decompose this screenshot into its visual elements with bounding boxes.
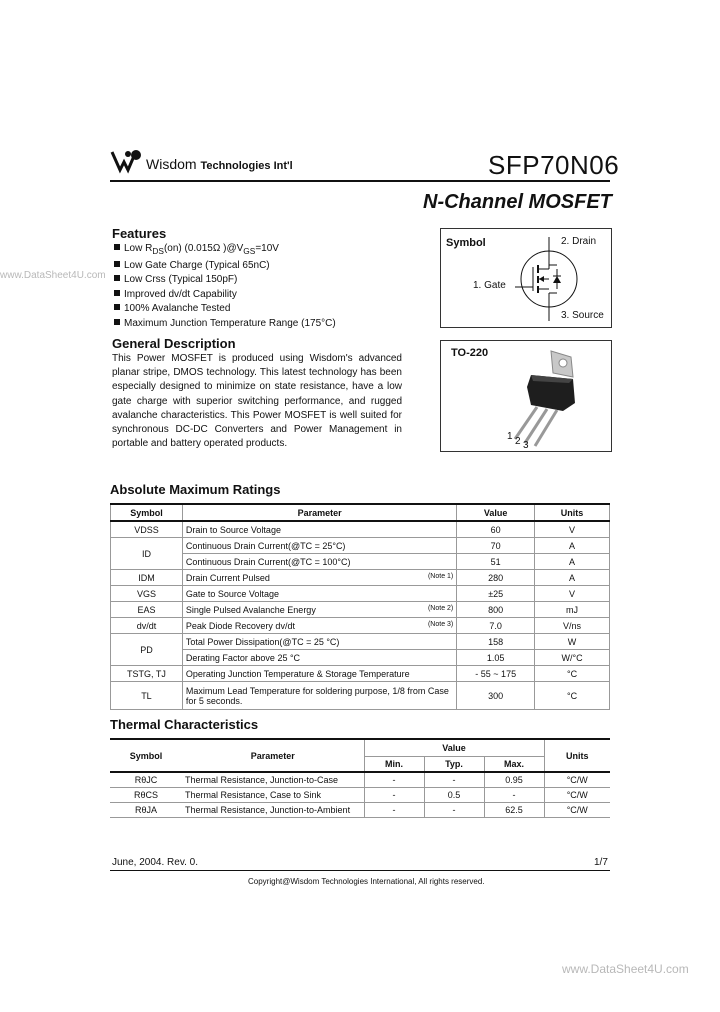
general-title: General Description bbox=[112, 336, 236, 351]
symbol-box-title: Symbol bbox=[446, 237, 486, 249]
table-row: PD Total Power Dissipation(@TC = 25 °C) 158 W bbox=[111, 634, 610, 650]
company-name bbox=[146, 156, 293, 172]
pin-2: 2 bbox=[515, 436, 521, 447]
source-label: 3. Source bbox=[561, 310, 604, 321]
feature-item: Maximum Junction Temperature Range (175°C) bbox=[114, 317, 336, 332]
drain-label: 2. Drain bbox=[561, 236, 597, 247]
package-box-title: TO-220 bbox=[451, 347, 489, 359]
amr-table bbox=[110, 503, 610, 710]
package-box bbox=[440, 340, 612, 452]
table-row: Continuous Drain Current(@TC = 100°C) 51 A bbox=[111, 554, 610, 570]
feature-item: Low $R_{DS}(on)$ (0.015Ω )$@V_{GS}=10V$ bbox=[114, 242, 336, 259]
table-row: VDSS Drain to Source Voltage 60 V bbox=[111, 521, 610, 538]
symbol-box bbox=[440, 228, 612, 328]
thermal-title: Thermal Characteristics bbox=[110, 717, 259, 732]
table-row: RθJA Thermal Resistance, Junction-to-Ambient - - 62.5 °C/W bbox=[110, 803, 610, 818]
table-row: IDM Drain Current Pulsed (Note 1) 280 A bbox=[111, 570, 610, 586]
features-list bbox=[114, 242, 336, 332]
table-row: RθCS Thermal Resistance, Case to Sink - 0.5 - °C/W bbox=[110, 788, 610, 803]
pin-1: 1 bbox=[507, 431, 513, 442]
feature-item: Low Crss (Typical 150pF) bbox=[114, 273, 336, 288]
footer-date: June, 2004. Rev. 0. bbox=[112, 857, 198, 868]
table-row: ID Continuous Drain Current(@TC = 25°C) 70 A bbox=[111, 538, 610, 554]
wisdom-logo-icon bbox=[110, 148, 144, 174]
table-row: TL Maximum Lead Temperature for soldering purpose, 1/8 from Case for 5 seconds. 300 °C bbox=[111, 682, 610, 710]
company-name-suffix: Technologies Int'l bbox=[200, 160, 293, 172]
feature-item: 100% Avalanche Tested bbox=[114, 302, 336, 317]
watermark-left: www.DataSheet4U.com bbox=[0, 270, 106, 281]
header-rule bbox=[110, 180, 610, 182]
thermal-table bbox=[110, 738, 610, 818]
company-name-main: Wisdom bbox=[146, 156, 197, 172]
features-title: Features bbox=[112, 226, 167, 241]
table-row: EAS Single Pulsed Avalanche Energy (Note 2) 800 mJ bbox=[111, 602, 610, 618]
feature-item: Low Gate Charge (Typical 65nC) bbox=[114, 259, 336, 274]
amr-title: Absolute Maximum Ratings bbox=[110, 482, 281, 497]
table-row: VGS Gate to Source Voltage ±25 V bbox=[111, 586, 610, 602]
thermal-subheader-row: Min. Typ. Max. bbox=[110, 757, 610, 773]
watermark-bottom: www.DataSheet4U.com bbox=[562, 962, 689, 976]
general-text: This Power MOSFET is produced using Wisdom's advanced planar stripe, DMOS technology. This latest technology has been especially designed to minimize on state resistance, have a low gate charge with superior switching performance, and rugged avalanche characteristics. This Power MOSFET is well suited for synchronous DC-DC Converters and Power Management in portable and battery operated products. bbox=[112, 353, 402, 450]
pin-3: 3 bbox=[523, 440, 529, 451]
footer-copyright: Copyright@Wisdom Technologies International, All rights reserved. bbox=[248, 877, 485, 886]
table-row: TSTG, TJ Operating Junction Temperature & Storage Temperature - 55 ~ 175 °C bbox=[111, 666, 610, 682]
part-number: SFP70N06 bbox=[488, 150, 620, 180]
footer-page: 1/7 bbox=[594, 857, 608, 868]
gate-label: 1. Gate bbox=[473, 280, 506, 291]
table-row: dv/dt Peak Diode Recovery dv/dt (Note 3) 7.0 V/ns bbox=[111, 618, 610, 634]
subtitle: N-Channel MOSFET bbox=[423, 191, 612, 213]
mosfet-symbol-icon bbox=[511, 235, 581, 323]
footer-rule bbox=[110, 870, 610, 871]
thermal-header-row: Symbol Parameter Value Units bbox=[110, 739, 610, 757]
table-row: RθJC Thermal Resistance, Junction-to-Case - - 0.95 °C/W bbox=[110, 772, 610, 788]
table-row: Derating Factor above 25 °C 1.05 W/°C bbox=[111, 650, 610, 666]
amr-header-row: Symbol Parameter Value Units bbox=[111, 504, 610, 521]
feature-item: Improved dv/dt Capability bbox=[114, 288, 336, 303]
